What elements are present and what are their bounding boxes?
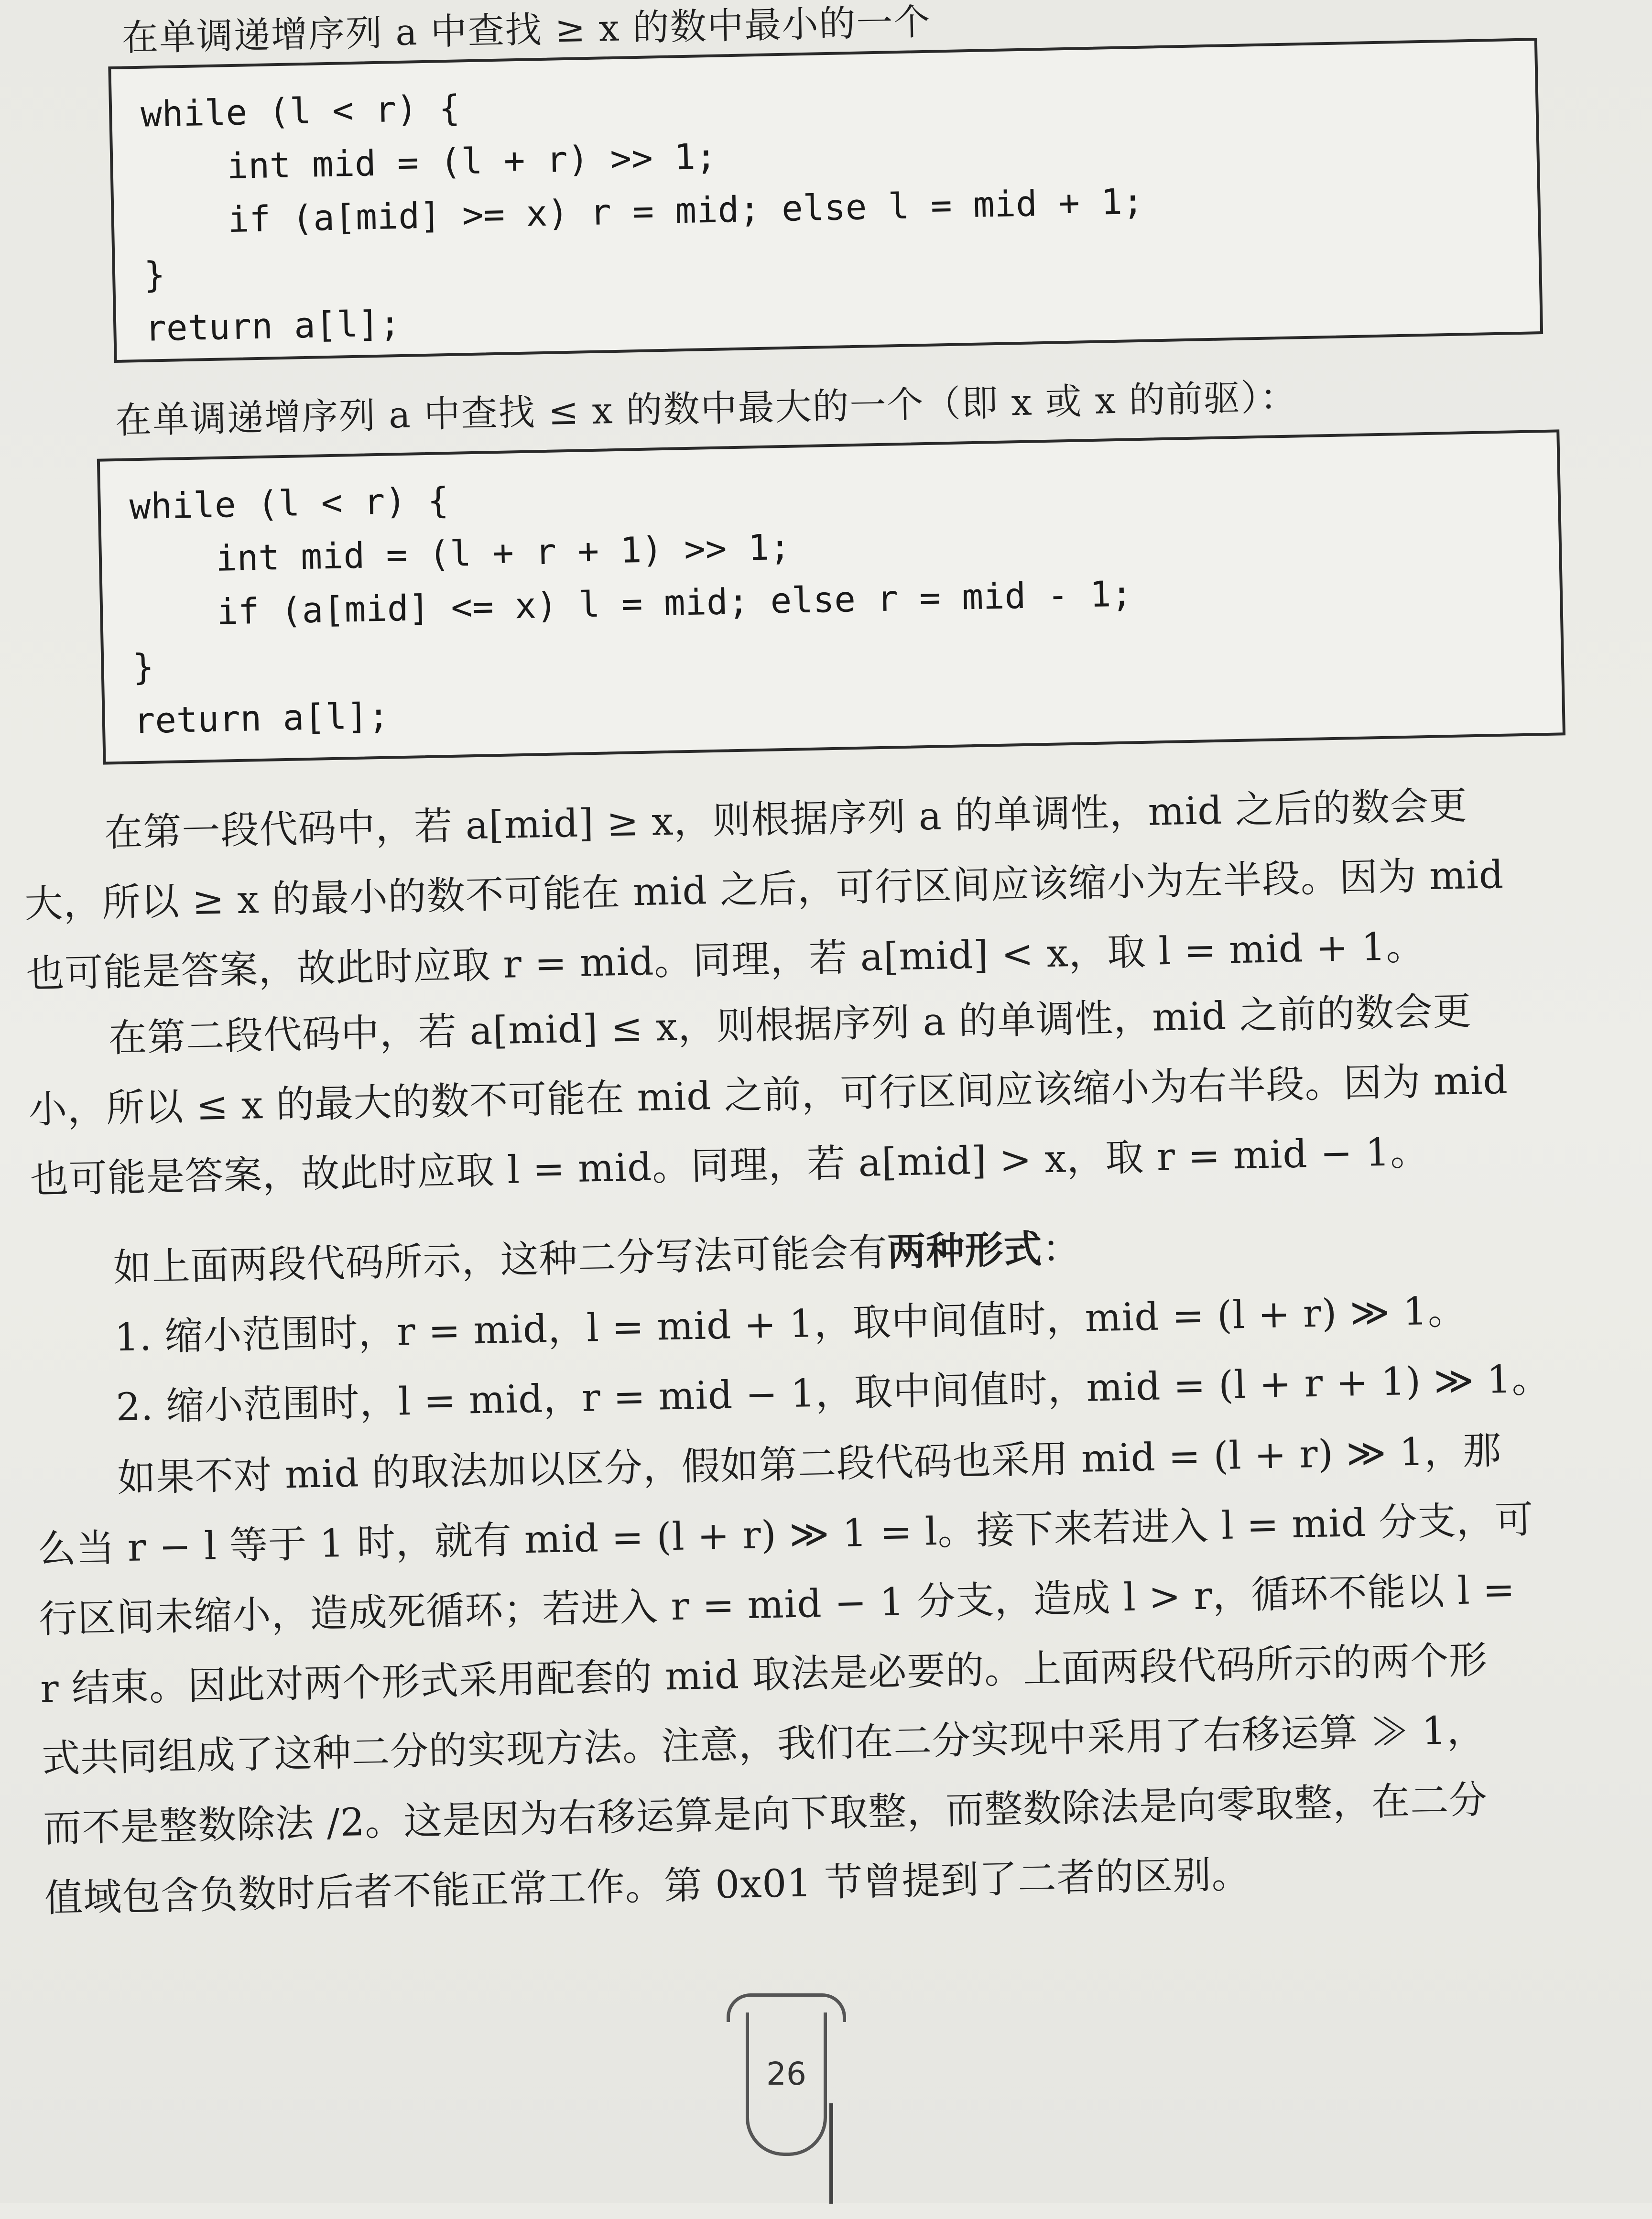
code-2: while (l < r) { int mid = (l + r + 1) >> 1; if (a[mid] <= x) l = mid; else r = mid - 1; } return a[l]; [129, 480, 1133, 742]
paragraph-1: 在第一段代码中，若 a[mid] ≥ x，则根据序列 a 的单调性，mid 之后的数会更 大，所以 ≥ x 的最小的数不可能在 mid 之后，可行区间应该缩小为左半段。因为 mid 也可能是答案，故此时应取 r = mid。同理，若 a[mid] < x，取 l = mid + 1。 [24, 783, 1504, 996]
paragraph-4: 如果不对 mid 的取法加以区分，假如第二段代码也采用 mid = (l + r) ≫ 1，那 么当 r − l 等于 1 时，就有 mid = (l + r) ≫ 1 = l。接下来若进入 l = mid 分支，可 行区间未缩小，造成死循环；若进入 r = mid − 1 分支，造成 l > r，循环不能以 l = r 结束。因此对两个形式采用配套的 mid 取法是必要的。上面两段代码所示的两个形 式共同组成了这种二分的实现方法。注意，我们在二分实现中采用了右移运算 ≫ 1， 而不是整数除法 /2。这是因为右移运算是向下取整，而整数除法是向零取整，在二分 值域包含负数时后者不能正常工作。第 0x01 节曾提到了二者的区别。 [37, 1428, 1534, 1921]
page-number: 26 [766, 2056, 806, 2092]
caption-top: 在单调递增序列 a 中查找 ≥ x 的数中最小的一个 [121, 0, 932, 59]
list-item-1: 1. 缩小范围时，r = mid，l = mid + 1，取中间值时，mid = (l + r) ≫ 1。 [114, 1288, 1467, 1360]
caption-2: 在单调递增序列 a 中查找 ≤ x 的数中最大的一个（即 x 或 x 的前驱）： [115, 375, 1298, 442]
paragraph-3: 如上面两段代码所示，这种二分写法可能会有两种形式： 1. 缩小范围时，r = mid，l = mid + 1，取中间值时，mid = (l + r) ≫ 1。 2. 缩小范围时，l = mid，r = mid − 1，取中间值时，mid = (l + r + 1) ≫ 1。 [31, 1203, 1631, 1444]
code-block-2 [97, 429, 1565, 764]
paragraph-2: 在第二段代码中，若 a[mid] ≤ x，则根据序列 a 的单调性，mid 之前的数会更 小，所以 ≤ x 的最大的数不可能在 mid 之前，可行区间应该缩小为右半段。因为 mid 也可能是答案，故此时应取 l = mid。同理，若 a[mid] > x，取 r = mid − 1。 [28, 989, 1509, 1202]
code-block-1 [108, 38, 1543, 363]
page-spine-line [829, 2103, 833, 2204]
list-item-2: 2. 缩小范围时，l = mid，r = mid − 1，取中间值时，mid = (l + r + 1) ≫ 1。 [115, 1356, 1551, 1430]
bold-two-forms: 两种形式 [887, 1227, 1043, 1274]
code-1: while (l < r) { int mid = (l + r) >> 1; if (a[mid] >= x) r = mid; else l = mid + 1; } return a[l]; [140, 87, 1144, 349]
